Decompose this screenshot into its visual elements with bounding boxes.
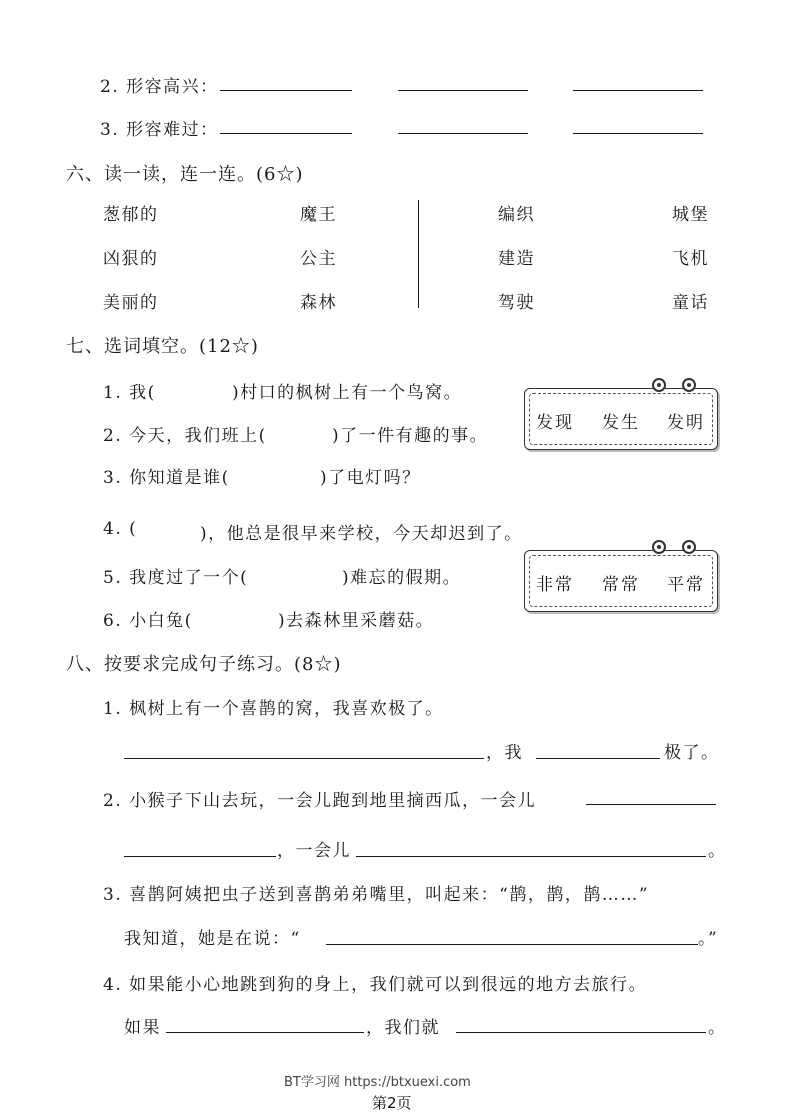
section-6-title: 六、读一读，连一连。(6☆) — [66, 164, 304, 185]
q7-2-start: 2. 今天，我们班上( — [103, 426, 267, 446]
answer-blank[interactable] — [398, 133, 528, 134]
divider-line — [418, 200, 419, 308]
q8-3-end: 。” — [698, 929, 719, 949]
q8-4-mid: ，我们就 — [366, 1018, 440, 1038]
answer-blank[interactable] — [220, 90, 352, 91]
binder-ring-icon — [652, 540, 666, 554]
word-option: 非常 — [536, 575, 574, 595]
answer-blank[interactable] — [536, 758, 660, 759]
match-word[interactable]: 童话 — [672, 293, 709, 313]
q7-4-end: )，他总是很早来学校，今天却迟到了。 — [200, 524, 523, 544]
word-option: 常常 — [602, 575, 640, 595]
q8-1-prompt: 1. 枫树上有一个喜鹊的窝，我喜欢极了。 — [103, 699, 444, 719]
answer-blank[interactable] — [573, 90, 703, 91]
answer-blank[interactable] — [356, 856, 706, 857]
match-word[interactable]: 编织 — [498, 205, 535, 225]
answer-blank[interactable] — [166, 1032, 364, 1033]
q8-2-prompt: 2. 小猴子下山去玩，一会儿跑到地里摘西瓜，一会儿 — [103, 791, 537, 811]
answer-blank[interactable] — [326, 944, 698, 945]
word-option: 发现 — [536, 413, 574, 433]
match-word[interactable]: 凶狠的 — [103, 249, 159, 269]
watermark-text: BT学习网 https://btxuexi.com — [284, 1075, 471, 1090]
answer-blank[interactable] — [573, 133, 703, 134]
q7-2-end: )了一件有趣的事。 — [332, 426, 489, 446]
q7-1-start: 1. 我( — [103, 383, 156, 403]
q8-3-prompt: 3. 喜鹊阿姨把虫子送到喜鹊弟弟嘴里，叫起来：“鹊，鹊，鹊……” — [103, 885, 650, 905]
answer-blank[interactable] — [398, 90, 528, 91]
match-word[interactable]: 魔王 — [300, 205, 337, 225]
page-number: 第2页 — [372, 1094, 412, 1112]
q7-3-start: 3. 你知道是谁( — [103, 468, 230, 488]
q8-4-start: 如果 — [124, 1018, 161, 1038]
match-word[interactable]: 建造 — [498, 249, 535, 269]
q7-3-end: )了电灯吗？ — [320, 468, 421, 488]
answer-blank[interactable] — [456, 1032, 706, 1033]
q5-2-label: 2. 形容高兴： — [100, 77, 219, 97]
q7-1-end: )村口的枫树上有一个鸟窝。 — [232, 383, 463, 403]
q8-2-end: 。 — [708, 841, 727, 861]
binder-ring-icon — [652, 378, 666, 392]
q8-4-end: 。 — [708, 1018, 727, 1038]
answer-blank[interactable] — [220, 133, 352, 134]
match-word[interactable]: 美丽的 — [103, 293, 159, 313]
q8-4-prompt: 4. 如果能小心地跳到狗的身上，我们就可以到很远的地方去旅行。 — [103, 975, 648, 995]
q7-5-start: 5. 我度过了一个( — [103, 568, 249, 588]
q7-5-end: )难忘的假期。 — [342, 568, 462, 588]
answer-blank[interactable] — [586, 804, 716, 805]
q8-3-line: 我知道，她是在说：“ — [124, 929, 301, 949]
match-word[interactable]: 森林 — [300, 293, 337, 313]
section-8-title: 八、按要求完成句子练习。(8☆) — [66, 654, 342, 675]
answer-blank[interactable] — [124, 856, 276, 857]
binder-ring-icon — [682, 540, 696, 554]
q5-3-label: 3. 形容难过： — [100, 120, 219, 140]
match-word[interactable]: 飞机 — [672, 249, 709, 269]
q7-4-start: 4. ( — [103, 519, 138, 539]
section-7-title: 七、选词填空。(12☆) — [66, 336, 259, 357]
q7-6-end: )去森林里采蘑菇。 — [278, 611, 435, 631]
match-word[interactable]: 葱郁的 — [103, 205, 159, 225]
match-word[interactable]: 公主 — [300, 249, 337, 269]
match-word[interactable]: 城堡 — [672, 205, 709, 225]
q7-6-start: 6. 小白兔( — [103, 611, 193, 631]
q8-1-end: 极了。 — [664, 743, 720, 763]
binder-ring-icon — [682, 378, 696, 392]
answer-blank[interactable] — [124, 758, 484, 759]
q8-1-mid: ，我 — [486, 743, 523, 763]
word-option: 发明 — [667, 413, 705, 433]
word-option: 发生 — [602, 413, 640, 433]
q8-2-mid: ，一会儿 — [277, 841, 351, 861]
word-option: 平常 — [667, 575, 705, 595]
match-word[interactable]: 驾驶 — [498, 293, 535, 313]
